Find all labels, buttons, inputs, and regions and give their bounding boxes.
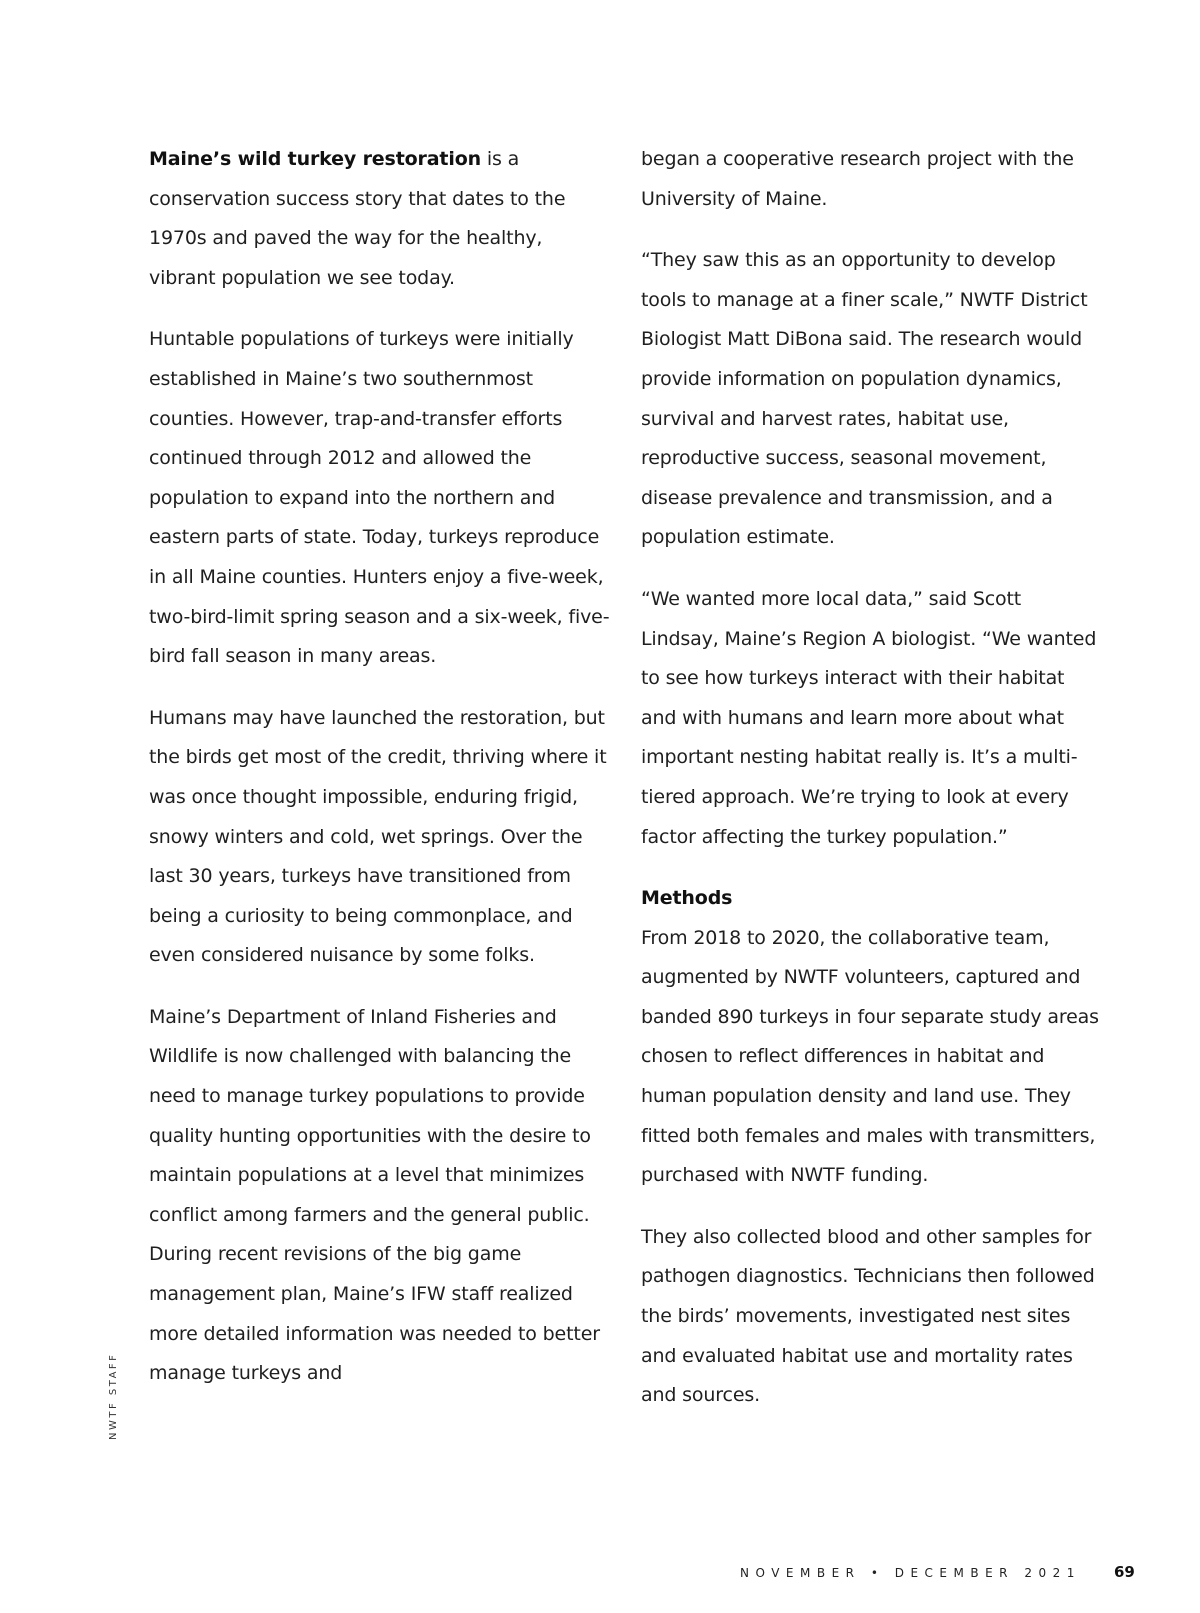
paragraph-restoration: Humans may have launched the restoration, but the birds get most of the credit, thriving where it was once thought impossible, enduring frigid, snowy winters and cold, wet springs. Over the last 30 years, turkeys have transitioned from being a curiosity to being commonplace, and even considered nuisance by some folks. — [149, 706, 607, 967]
section-heading-methods: Methods — [641, 887, 733, 910]
paragraph-department: Maine’s Department of Inland Fisheries and Wildlife is now challenged with balancing the need to manage turkey populations to provide quality hunting opportunities with the desire to maintain populations at a level that minimizes conflict among farmers and the general public. During recent revisions of the big game management plan, Maine’s IFW staff realized more detailed information was needed to better manage turkeys and — [149, 1005, 600, 1385]
left-column — [149, 140, 611, 1416]
intro-paragraph — [149, 140, 611, 298]
paragraph-samples: They also collected blood and other samples for pathogen diagnostics. Technicians then followed the birds’ movements, investigated nest sites and evaluated habitat use and mortality rates and sources. — [641, 1225, 1095, 1407]
lead-in: Maine’s wild turkey restoration — [149, 148, 481, 170]
photo-credit: NWTF STAFF — [108, 1352, 119, 1440]
page-number: 69 — [1114, 1563, 1135, 1581]
paragraph-populations: Huntable populations of turkeys were initially established in Maine’s two southernmost counties. However, trap-and-transfer efforts continued through 2012 and allowed the population to expand into the northern and eastern parts of state. Today, turkeys reproduce in all Maine counties. Hunters enjoy a five-week, two-bird-limit spring season and a six-week, five-bird fall season in many areas. — [149, 328, 610, 668]
intro-text: is a conservation success story that dates to the 1970s and paved the way for the healthy, vibrant population we see today. — [149, 148, 566, 289]
paragraph-quote-dibona: “They saw this as an opportunity to develop tools to manage at a finer scale,” NWTF District Biologist Matt DiBona said. The research would provide information on population dynamics, survival and harvest rates, habitat use, reproductive success, seasonal movement, disease prevalence and transmission, and a population estimate. — [641, 249, 1088, 549]
paragraph-quote-lindsay: “We wanted more local data,” said Scott Lindsay, Maine’s Region A biologist. “We wanted to see how turkeys interact with their habitat and with humans and learn more about what important nesting habitat really is. It’s a multi-tiered approach. We’re trying to look at every factor affecting the turkey population.” — [641, 587, 1097, 848]
paragraph-research: began a cooperative research project with the University of Maine. — [641, 148, 1074, 210]
issue-date: NOVEMBER • DECEMBER 2021 — [740, 1566, 1081, 1580]
paragraph-methods: From 2018 to 2020, the collaborative team, augmented by NWTF volunteers, captured and banded 890 turkeys in four separate study areas chosen to reflect differences in habitat and human population density and land use. They fitted both females and males with transmitters, purchased with NWTF funding. — [641, 926, 1099, 1187]
right-column — [641, 140, 1103, 1438]
